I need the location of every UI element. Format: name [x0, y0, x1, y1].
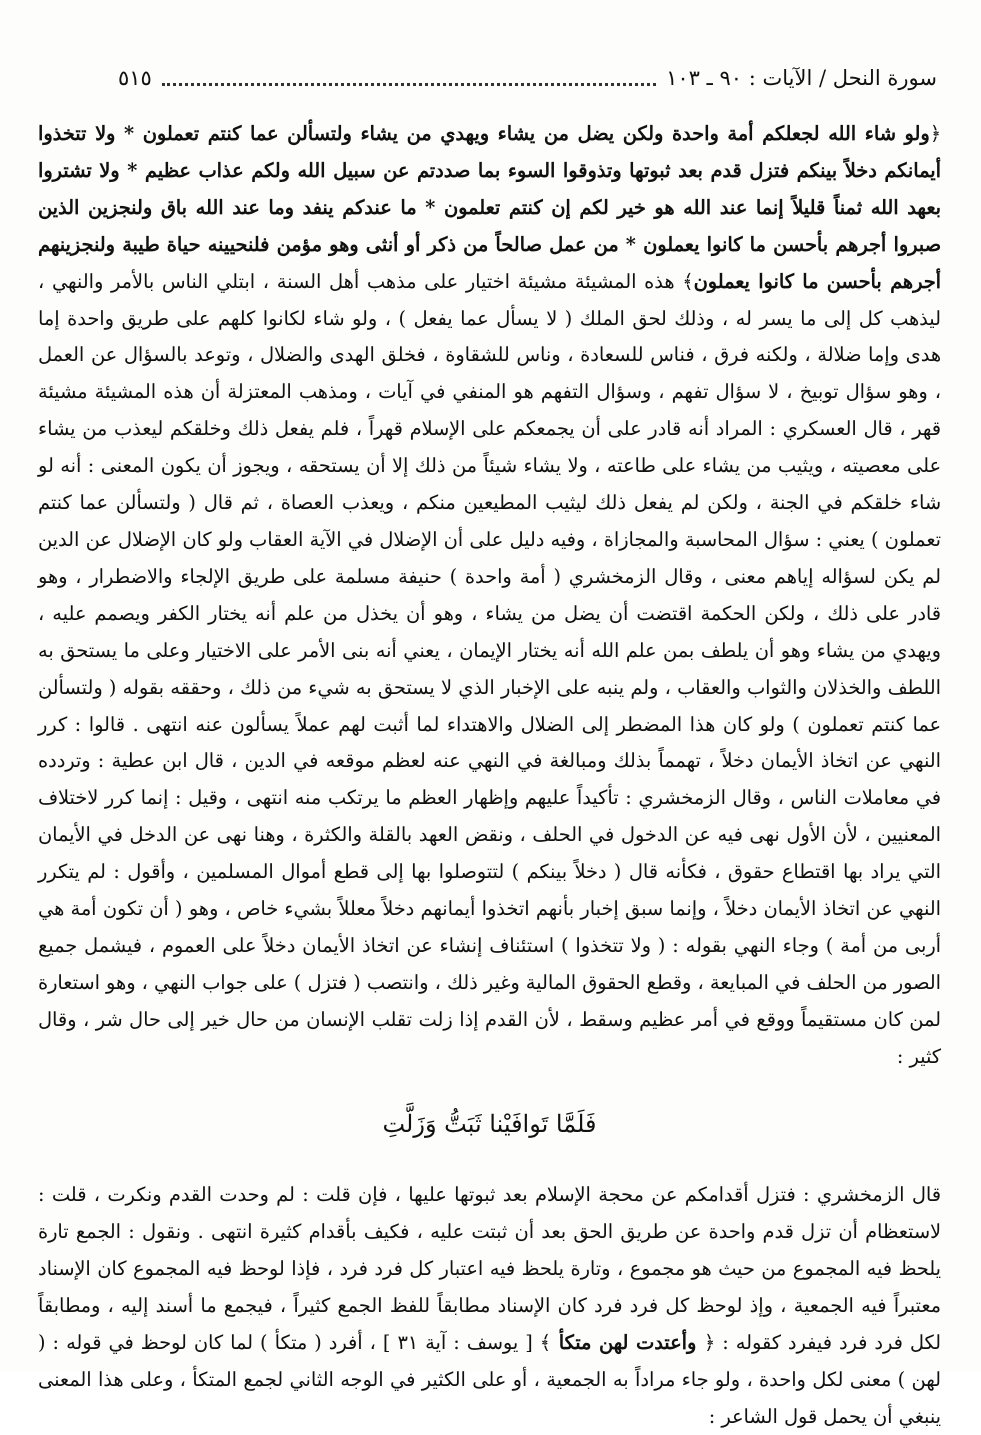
tafsir-paragraph-1: [38, 116, 941, 1076]
quran-open-bracket: ﴿: [929, 122, 941, 145]
quran-verses-text: ولو شاء الله لجعلكم أمة واحدة ولكن يضل من يشاء ويهدي من يشاء ولتسألن عما كنتم تعملون * ولا تتخذوا أيمانكم دخلاً بينكم فتزل قدم بعد ثبوتها وتذوقوا السوء بما صددتم عن سبيل الله ولكم عذاب عظيم * ولا تشتروا بعهد الله ثمناً قليلاً إنما عند الله هو خير لكم إن كنتم تعلمون * ما عندكم ينفد وما عند الله باق ولنجزين الذين صبروا أجرهم بأحسن ما كانوا يعملون * من عمل صالحاً من ذكر أو أنثى وهو مؤمن فلنحيينه حياة طيبة ولنجزينهم أجرهم بأحسن ما كانوا يعملون: [38, 122, 941, 293]
commentary-text-1: هذه المشيئة مشيئة اختيار على مذهب أهل السنة ، ابتلي الناس بالأمر والنهي ، ليذهب كل إلى ما يسر له ، وذلك لحق الملك ( لا يسأل عما يفعل ) ، ولو شاء لكانوا كلهم على طريق واحدة إما هدى وإما ضلالة ، ولكنه فرق ، فناس للسعادة ، وناس للشقاوة ، فخلق الهدى والضلال ، وتوعد بالسؤال عن العمل ، وهو سؤال توبيخ ، لا سؤال تفهم ، وسؤال التفهم هو المنفي في آيات ، ومذهب المعتزلة أن هذه المشيئة مشيئة قهر ، قال العسكري : المراد أنه قادر على أن يجمعكم على الإسلام قهراً ، فلم يفعل ذلك وخلقكم ليعذب من يشاء على معصيته ، ويثيب من يشاء على طاعته ، ولا يشاء شيئاً من ذلك إلا أن يستحقه ، ويجوز أن يكون المعنى : أنه لو شاء خلقكم في الجنة ، ولكن لم يفعل ذلك ليثيب المطيعين منكم ، ويعذب العصاة ، ثم قال ( ولتسألن عما كنتم تعملون ) يعني : سؤال المحاسبة والمجازاة ، وفيه دليل على أن الإضلال في الآية العقاب ولو كان الإضلال عن الدين لم يكن لسؤاله إياهم معنى ، وقال الزمخشري ( أمة واحدة ) حنيفة مسلمة على طريق الإلجاء والاضطرار ، وهو قادر على ذلك ، ولكن الحكمة اقتضت أن يضل من يشاء ، وهو أن يخذل من علم أنه يختار الكفر ويصمم عليه ، ويهدي من يشاء وهو أن يلطف بمن علم الله أنه يختار الإيمان ، يعني أنه بنى الأمر على الاختيار وعلى ما يستحق به اللطف والخذلان والثواب والعقاب ، ولم ينبه على الإخبار الذي لا يستحق به شيء من ذلك ، وحققه بقوله ( ولتسألن عما كنتم تعملون ) ولو كان هذا المضطر إلى الضلال والاهتداء لما أثبت لهم عملاً يسألون عنه انتهى . قالوا : كرر النهي عن اتخاذ الأيمان دخلاً ، تهمماً بذلك ومبالغة في النهي عنه لعظم موقعه في الدين ، قال ابن عطية : وتردده في معاملات الناس ، وقال الزمخشري : تأكيداً عليهم وإظهار العظم ما يرتكب منه انتهى ، وقيل : إنما كرر لاختلاف المعنيين ، لأن الأول نهى فيه عن الدخول في الحلف ، ونقض العهد بالقلة والكثرة ، وهنا نهى عن الدخل في الأيمان التي يراد بها اقتطاع حقوق ، فكأنه قال ( دخلاً بينكم ) لتتوصلوا بها إلى قطع أموال المسلمين ، وأقول : لم يتكرر النهي عن اتخاذ الأيمان دخلاً ، وإنما سبق إخبار بأنهم اتخذوا أيمانهم دخلاً معللاً بشيء خاص ، وهو ( أن تكون أمة هي أربى من أمة ) وجاء النهي بقوله : ( ولا تتخذوا ) استئناف إنشاء عن اتخاذ الأيمان دخلاً على العموم ، فيشمل جميع الصور من الحلف في المبايعة ، وقطع الحقوق المالية وغير ذلك ، وانتصب ( فتزل ) على جواب النهي ، وهو استعارة لمن كان مستقيماً ووقع في أمر عظيم وسقط ، لأن القدم إذا زلت تقلب الإنسان من حال خير إلى حال شر ، وقال كثير :: [38, 269, 941, 1068]
commentary-text-2: قال الزمخشري : فتزل أقدامكم عن محجة الإسلام بعد ثبوتها عليها ، فإن قلت : لم وحدت القدم ونكرت ، قلت : لاستعظام أن تزل قدم واحدة عن طريق الحق بعد أن ثبتت عليه ، فكيف بأقدام كثيرة انتهى . ونقول : الجمع تارة يلحظ فيه المجموع من حيث هو مجموع ، وتارة يلحظ فيه اعتبار كل فرد فرد ، فإذا لوحظ فيه المجموع كان الإسناد معتبراً فيه الجمعية ، وإذ لوحظ كل فرد فرد كان الإسناد مطابقاً للفظ الجمع كثيراً ، فيجمع ما أسند إليه ، ومطابقاً لكل فرد فرد فيفرد كقوله :: [38, 1182, 941, 1354]
quran-close-bracket: ﴾: [682, 269, 694, 293]
quote-quran-text: وأعتدت لهن متكأ: [551, 1330, 704, 1354]
page-number: ٥١٥: [118, 66, 152, 90]
header-title: سورة النحل / الآيات : ٩٠ ـ ١٠٣: [666, 66, 937, 90]
poetry-verse: فَلَمَّا تَوافَيْنا ثَبَتُّ وَزَلَّتِ: [382, 1109, 597, 1138]
poetry-verse-block: [38, 1106, 941, 1142]
tafsir-paragraph-2: [38, 1176, 941, 1435]
running-header: [118, 58, 937, 98]
page-body: [38, 116, 941, 1435]
quote-close-bracket: ﴾: [539, 1330, 552, 1354]
quote-open-bracket: ﴿: [703, 1330, 716, 1354]
commentary-text-3: [ يوسف : آية ٣١ ] ، أفرد ( متكأ ) لما كان لوحظ في قوله : ( لهن ) معنى لكل واحدة ، ولو جاء مراداً به الجمعية ، أو على الكثير في الوجه الثاني لجمع المتكأ ، وعلى هذا المعنى ينبغي أن يحمل قول الشاعر :: [38, 1330, 941, 1428]
header-leader-dots: [162, 83, 656, 86]
